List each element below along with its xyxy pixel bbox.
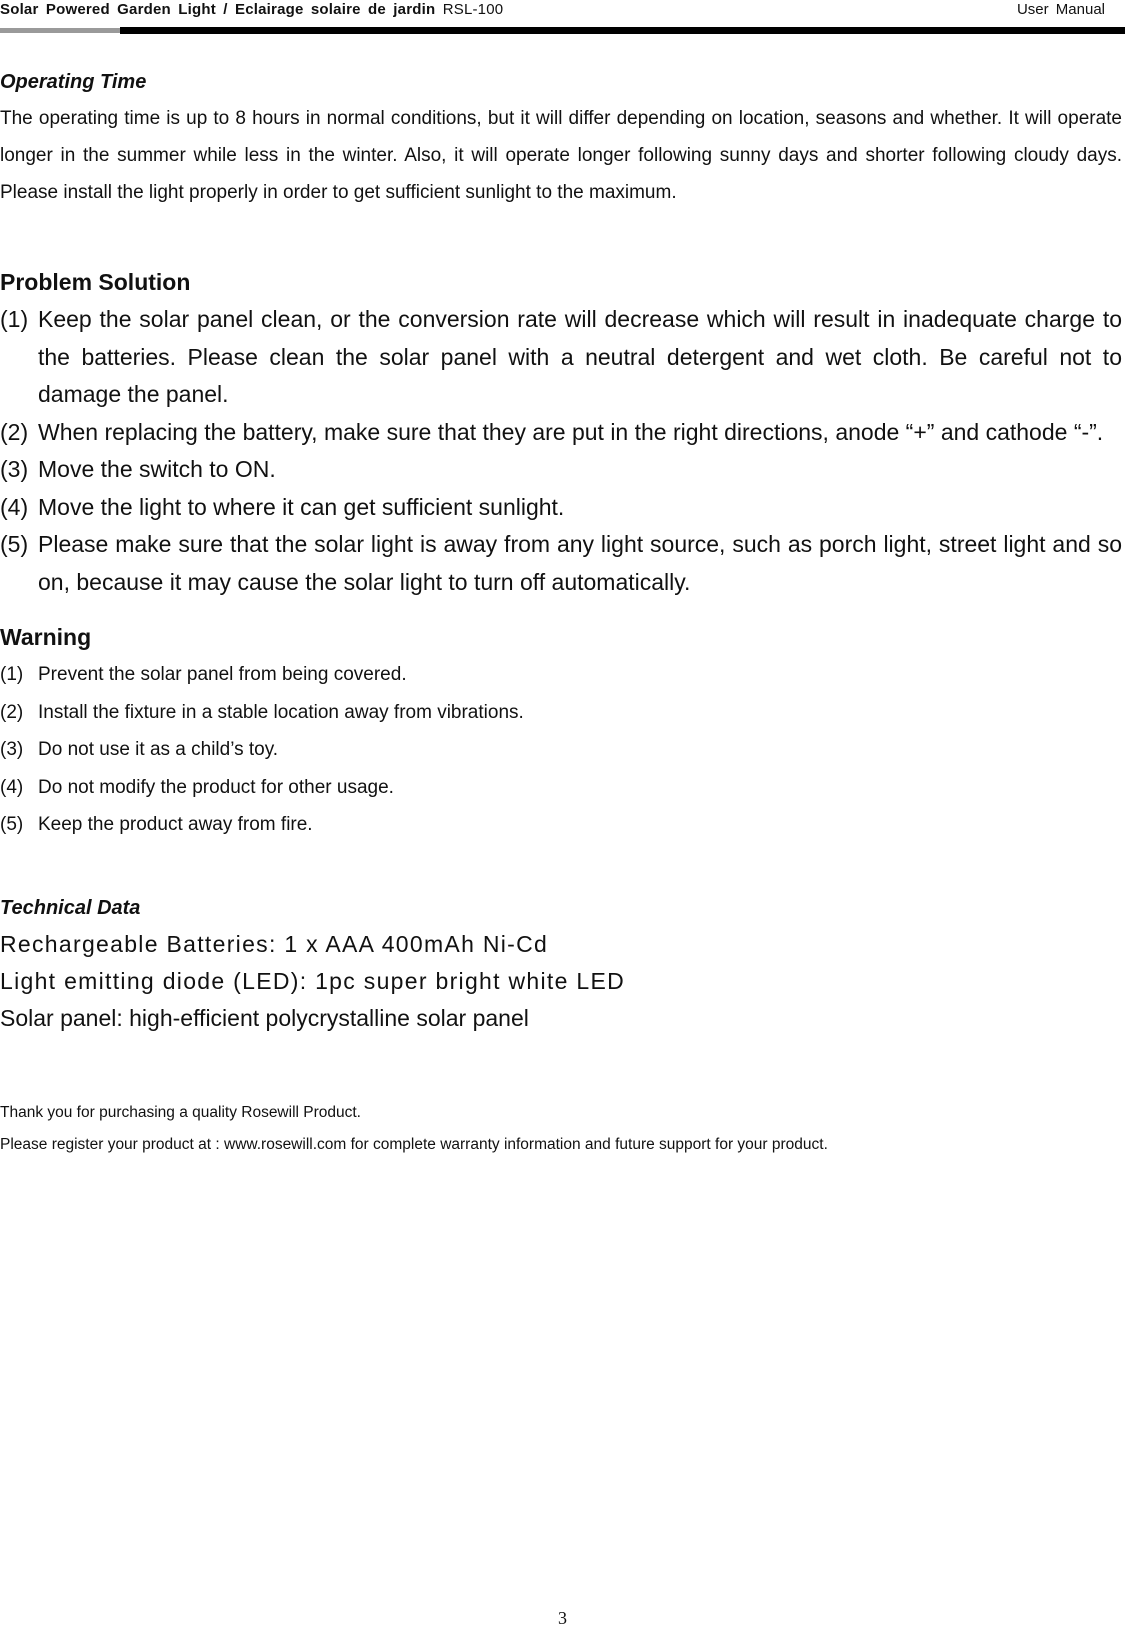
list-item bbox=[0, 806, 1122, 844]
item-text: Prevent the solar panel from being covered. bbox=[38, 664, 407, 685]
item-number: (1) bbox=[0, 306, 29, 332]
item-text: When replacing the battery, make sure that they are put in the right directions, anode “+” and cathode “-”. bbox=[38, 418, 1104, 445]
item-number: (1) bbox=[0, 664, 24, 685]
technical-data-heading: Technical Data bbox=[0, 896, 141, 919]
item-text: Do not use it as a child’s toy. bbox=[38, 739, 279, 760]
header-model: RSL-100 bbox=[442, 1, 504, 18]
item-text: Keep the product away from fire. bbox=[38, 814, 313, 835]
footer-note bbox=[0, 1097, 1122, 1161]
list-item bbox=[0, 526, 1122, 601]
item-number: (5) bbox=[0, 531, 29, 557]
item-number: (5) bbox=[0, 814, 24, 835]
item-text: Keep the solar panel clean, or the conversion rate will decrease which will result in inadequate charge to the batteries. Please clean the solar panel with a neutral detergent and wet cloth. Be careful not to damage the panel. bbox=[38, 306, 1122, 407]
register-text: Please register your product at : www.rosewill.com for complete warranty information and future support for your product. bbox=[0, 1135, 828, 1153]
header-rule bbox=[120, 27, 1125, 34]
list-item bbox=[0, 731, 1122, 769]
header-title-block bbox=[0, 1, 503, 18]
operating-time-text: The operating time is up to 8 hours in normal conditions, but it will differ depending on location, seasons and whether. It will operate longer in the summer while less in the winter. Also, it will operate longer following sunny days and shorter following cloudy days. Please install the light properly in order to get sufficient sunlight to the maximum. bbox=[0, 108, 1122, 203]
operating-time-section bbox=[0, 64, 1122, 211]
list-item bbox=[0, 694, 1122, 732]
item-number: (4) bbox=[0, 776, 24, 798]
item-number: (2) bbox=[0, 418, 29, 445]
warning-section bbox=[0, 618, 1122, 844]
warning-list bbox=[0, 656, 1122, 844]
list-item bbox=[0, 451, 1122, 489]
item-number: (3) bbox=[0, 456, 29, 482]
page-header bbox=[0, 0, 1125, 30]
header-title: Solar Powered Garden Light / Eclairage solaire de jardin bbox=[0, 1, 436, 18]
page-content bbox=[0, 64, 1122, 1161]
item-text: Please make sure that the solar light is away from any light source, such as porch light, street light and so on, because it may cause the solar light to turn off automatically. bbox=[38, 531, 1122, 595]
tech-spec-led: Light emitting diode (LED): 1pc super bright white LED bbox=[0, 967, 626, 994]
operating-time-heading: Operating Time bbox=[0, 71, 147, 93]
item-text: Do not modify the product for other usage. bbox=[38, 776, 394, 798]
list-item bbox=[0, 489, 1122, 527]
item-number: (4) bbox=[0, 493, 29, 520]
list-item bbox=[0, 301, 1122, 414]
page-number: 3 bbox=[558, 1608, 567, 1628]
item-number: (2) bbox=[0, 701, 24, 723]
tech-spec-batteries: Rechargeable Batteries: 1 x AAA 400mAh Ni-Cd bbox=[0, 930, 549, 957]
technical-data-section bbox=[0, 890, 1122, 1037]
tech-spec-solar-panel: Solar panel: high-efficient polycrystalline solar panel bbox=[0, 1004, 529, 1031]
header-rule-accent bbox=[0, 28, 120, 33]
item-text: Move the switch to ON. bbox=[38, 456, 276, 482]
item-number: (3) bbox=[0, 739, 24, 760]
list-item bbox=[0, 656, 1122, 694]
warning-heading: Warning bbox=[0, 624, 92, 650]
item-text: Move the light to where it can get sufficient sunlight. bbox=[38, 493, 565, 520]
item-text: Install the fixture in a stable location away from vibrations. bbox=[38, 701, 524, 723]
thanks-text: Thank you for purchasing a quality Rosewill Product. bbox=[0, 1103, 361, 1121]
list-item bbox=[0, 769, 1122, 807]
problem-solution-heading: Problem Solution bbox=[0, 269, 191, 295]
problem-solution-list bbox=[0, 301, 1122, 601]
list-item bbox=[0, 414, 1122, 452]
header-doc-type: User Manual bbox=[1016, 1, 1105, 18]
problem-solution-section bbox=[0, 263, 1122, 601]
